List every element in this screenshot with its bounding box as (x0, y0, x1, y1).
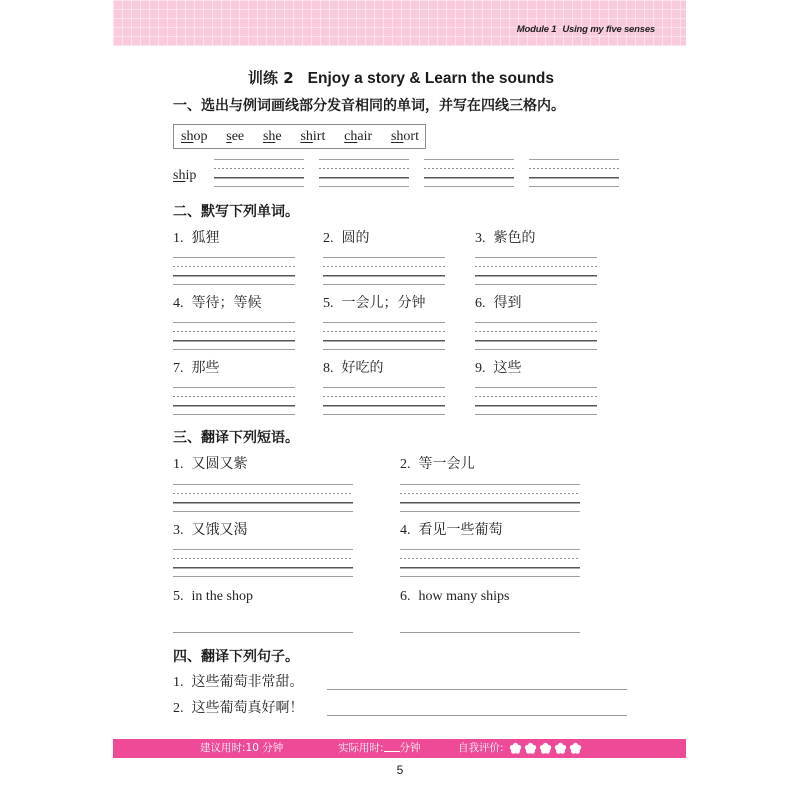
word-option (181, 129, 207, 145)
word-rest: op (193, 128, 208, 144)
item-text: 那些 (191, 361, 220, 376)
item-number: 1. (173, 231, 184, 246)
lesson-title (248, 69, 554, 88)
underlined-letters: s (226, 128, 232, 144)
section-1-heading: 一、选出与例词画线部分发音相同的单词，并写在四线三格内。 (173, 98, 565, 114)
four-line-grid (323, 257, 445, 285)
item-number: 3. (173, 523, 184, 538)
item-text: 等待；等候 (191, 296, 262, 311)
section-4-heading: 四、翻译下列句子。 (173, 649, 299, 665)
underlined-letters: sh (300, 128, 313, 144)
example-word (173, 167, 196, 185)
flower-icon (509, 742, 522, 755)
underlined-letters: ch (344, 128, 358, 144)
item-number: 5. (323, 296, 334, 311)
flower-icon (539, 742, 552, 755)
item-number: 6. (475, 296, 486, 311)
answer-line (400, 632, 580, 633)
section-3-heading: 三、翻译下列短语。 (173, 430, 299, 446)
four-line-grid (323, 387, 445, 415)
lesson-name: Enjoy a story & Learn the sounds (307, 70, 554, 87)
dictation-item (323, 230, 370, 248)
item-text: 这些葡萄真好啊！ (191, 701, 304, 716)
lesson-number: 训练 2 (248, 69, 294, 87)
actual-time-unit: 分钟 (399, 742, 421, 754)
four-line-grid (400, 484, 580, 512)
page-number: 5 (396, 763, 404, 777)
four-line-grid (173, 257, 295, 285)
item-text: 得到 (493, 296, 522, 311)
phrase-item (173, 588, 253, 606)
header-band (113, 0, 686, 46)
four-line-grid (173, 387, 295, 415)
word-options-box (173, 124, 426, 149)
underlined-letters: sh (262, 128, 276, 144)
four-line-grid (475, 257, 597, 285)
dictation-item (475, 230, 536, 248)
phrase-item (173, 522, 248, 540)
item-number: 2. (173, 701, 184, 716)
actual-time-label: 实际用时: (338, 742, 384, 754)
word-rest: ip (185, 168, 197, 183)
phrase-item (173, 456, 248, 474)
actual-time (338, 739, 421, 758)
dictation-item (173, 295, 262, 313)
four-line-grid (214, 159, 304, 187)
four-line-grid (400, 549, 580, 577)
four-line-grid (173, 484, 353, 512)
dictation-item (323, 295, 426, 313)
running-header (517, 24, 655, 35)
phrase-item (400, 588, 510, 606)
module-title: Using my five senses (562, 24, 655, 35)
underlined-letters: sh (181, 128, 194, 144)
item-number: 1. (173, 675, 184, 690)
item-number: 4. (173, 296, 184, 311)
item-text: how many ships (418, 589, 510, 604)
phrase-item (400, 456, 475, 474)
sentence-item (173, 700, 304, 718)
dictation-item (323, 360, 384, 378)
flower-icon (569, 742, 582, 755)
item-number: 6. (400, 589, 411, 604)
underlined-letters: sh (173, 168, 186, 183)
dictation-item (173, 360, 220, 378)
word-option (344, 129, 372, 145)
dictation-item (475, 360, 522, 378)
self-evaluation-label: 自我评价: (458, 742, 504, 754)
phrase-item (400, 522, 503, 540)
four-line-grid (323, 322, 445, 350)
item-text: 看见一些葡萄 (418, 523, 503, 538)
four-line-grid (319, 159, 409, 187)
word-rest: e (275, 128, 282, 144)
item-number: 2. (400, 457, 411, 472)
item-text: 一会儿；分钟 (341, 296, 426, 311)
sentence-item (173, 674, 304, 692)
four-line-grid (173, 322, 295, 350)
dictation-item (475, 295, 522, 313)
underlined-letters: sh (390, 128, 404, 144)
word-rest: air (357, 128, 373, 144)
suggested-time: 建议用时:10 分钟 (200, 742, 284, 754)
word-rest: ee (231, 128, 245, 144)
item-text: 这些葡萄非常甜。 (191, 675, 304, 690)
item-text: 紫色的 (493, 231, 536, 246)
flower-icon (554, 742, 567, 755)
four-line-grid (475, 387, 597, 415)
four-line-grid (173, 549, 353, 577)
item-text: 等一会儿 (418, 457, 475, 472)
actual-time-blank (384, 740, 400, 752)
item-number: 3. (475, 231, 486, 246)
flower-icon (524, 742, 537, 755)
four-line-grid (529, 159, 619, 187)
answer-line (173, 632, 353, 633)
item-number: 9. (475, 361, 486, 376)
item-number: 4. (400, 523, 411, 538)
item-text: 这些 (493, 361, 522, 376)
word-rest: ort (403, 128, 419, 144)
four-line-grid (424, 159, 514, 187)
item-text: 又圆又紫 (191, 457, 248, 472)
item-number: 2. (323, 231, 334, 246)
word-option (300, 129, 325, 145)
answer-line (327, 689, 627, 690)
word-option (391, 129, 419, 145)
item-number: 7. (173, 361, 184, 376)
dictation-item (173, 230, 220, 248)
module-label: Module 1 (516, 24, 557, 35)
item-number: 5. (173, 589, 184, 604)
four-line-grid (475, 322, 597, 350)
section-2-heading: 二、默写下列单词。 (173, 204, 299, 220)
item-text: 好吃的 (341, 361, 384, 376)
answer-line (327, 715, 627, 716)
item-number: 1. (173, 457, 184, 472)
item-text: 又饿又渴 (191, 523, 248, 538)
word-rest: irt (312, 128, 326, 144)
footer-band (113, 739, 686, 758)
item-number: 8. (323, 361, 334, 376)
item-text: 狐狸 (191, 231, 220, 246)
word-option (263, 129, 282, 145)
item-text: 圆的 (341, 231, 370, 246)
word-option (226, 129, 244, 145)
item-text: in the shop (191, 589, 253, 604)
